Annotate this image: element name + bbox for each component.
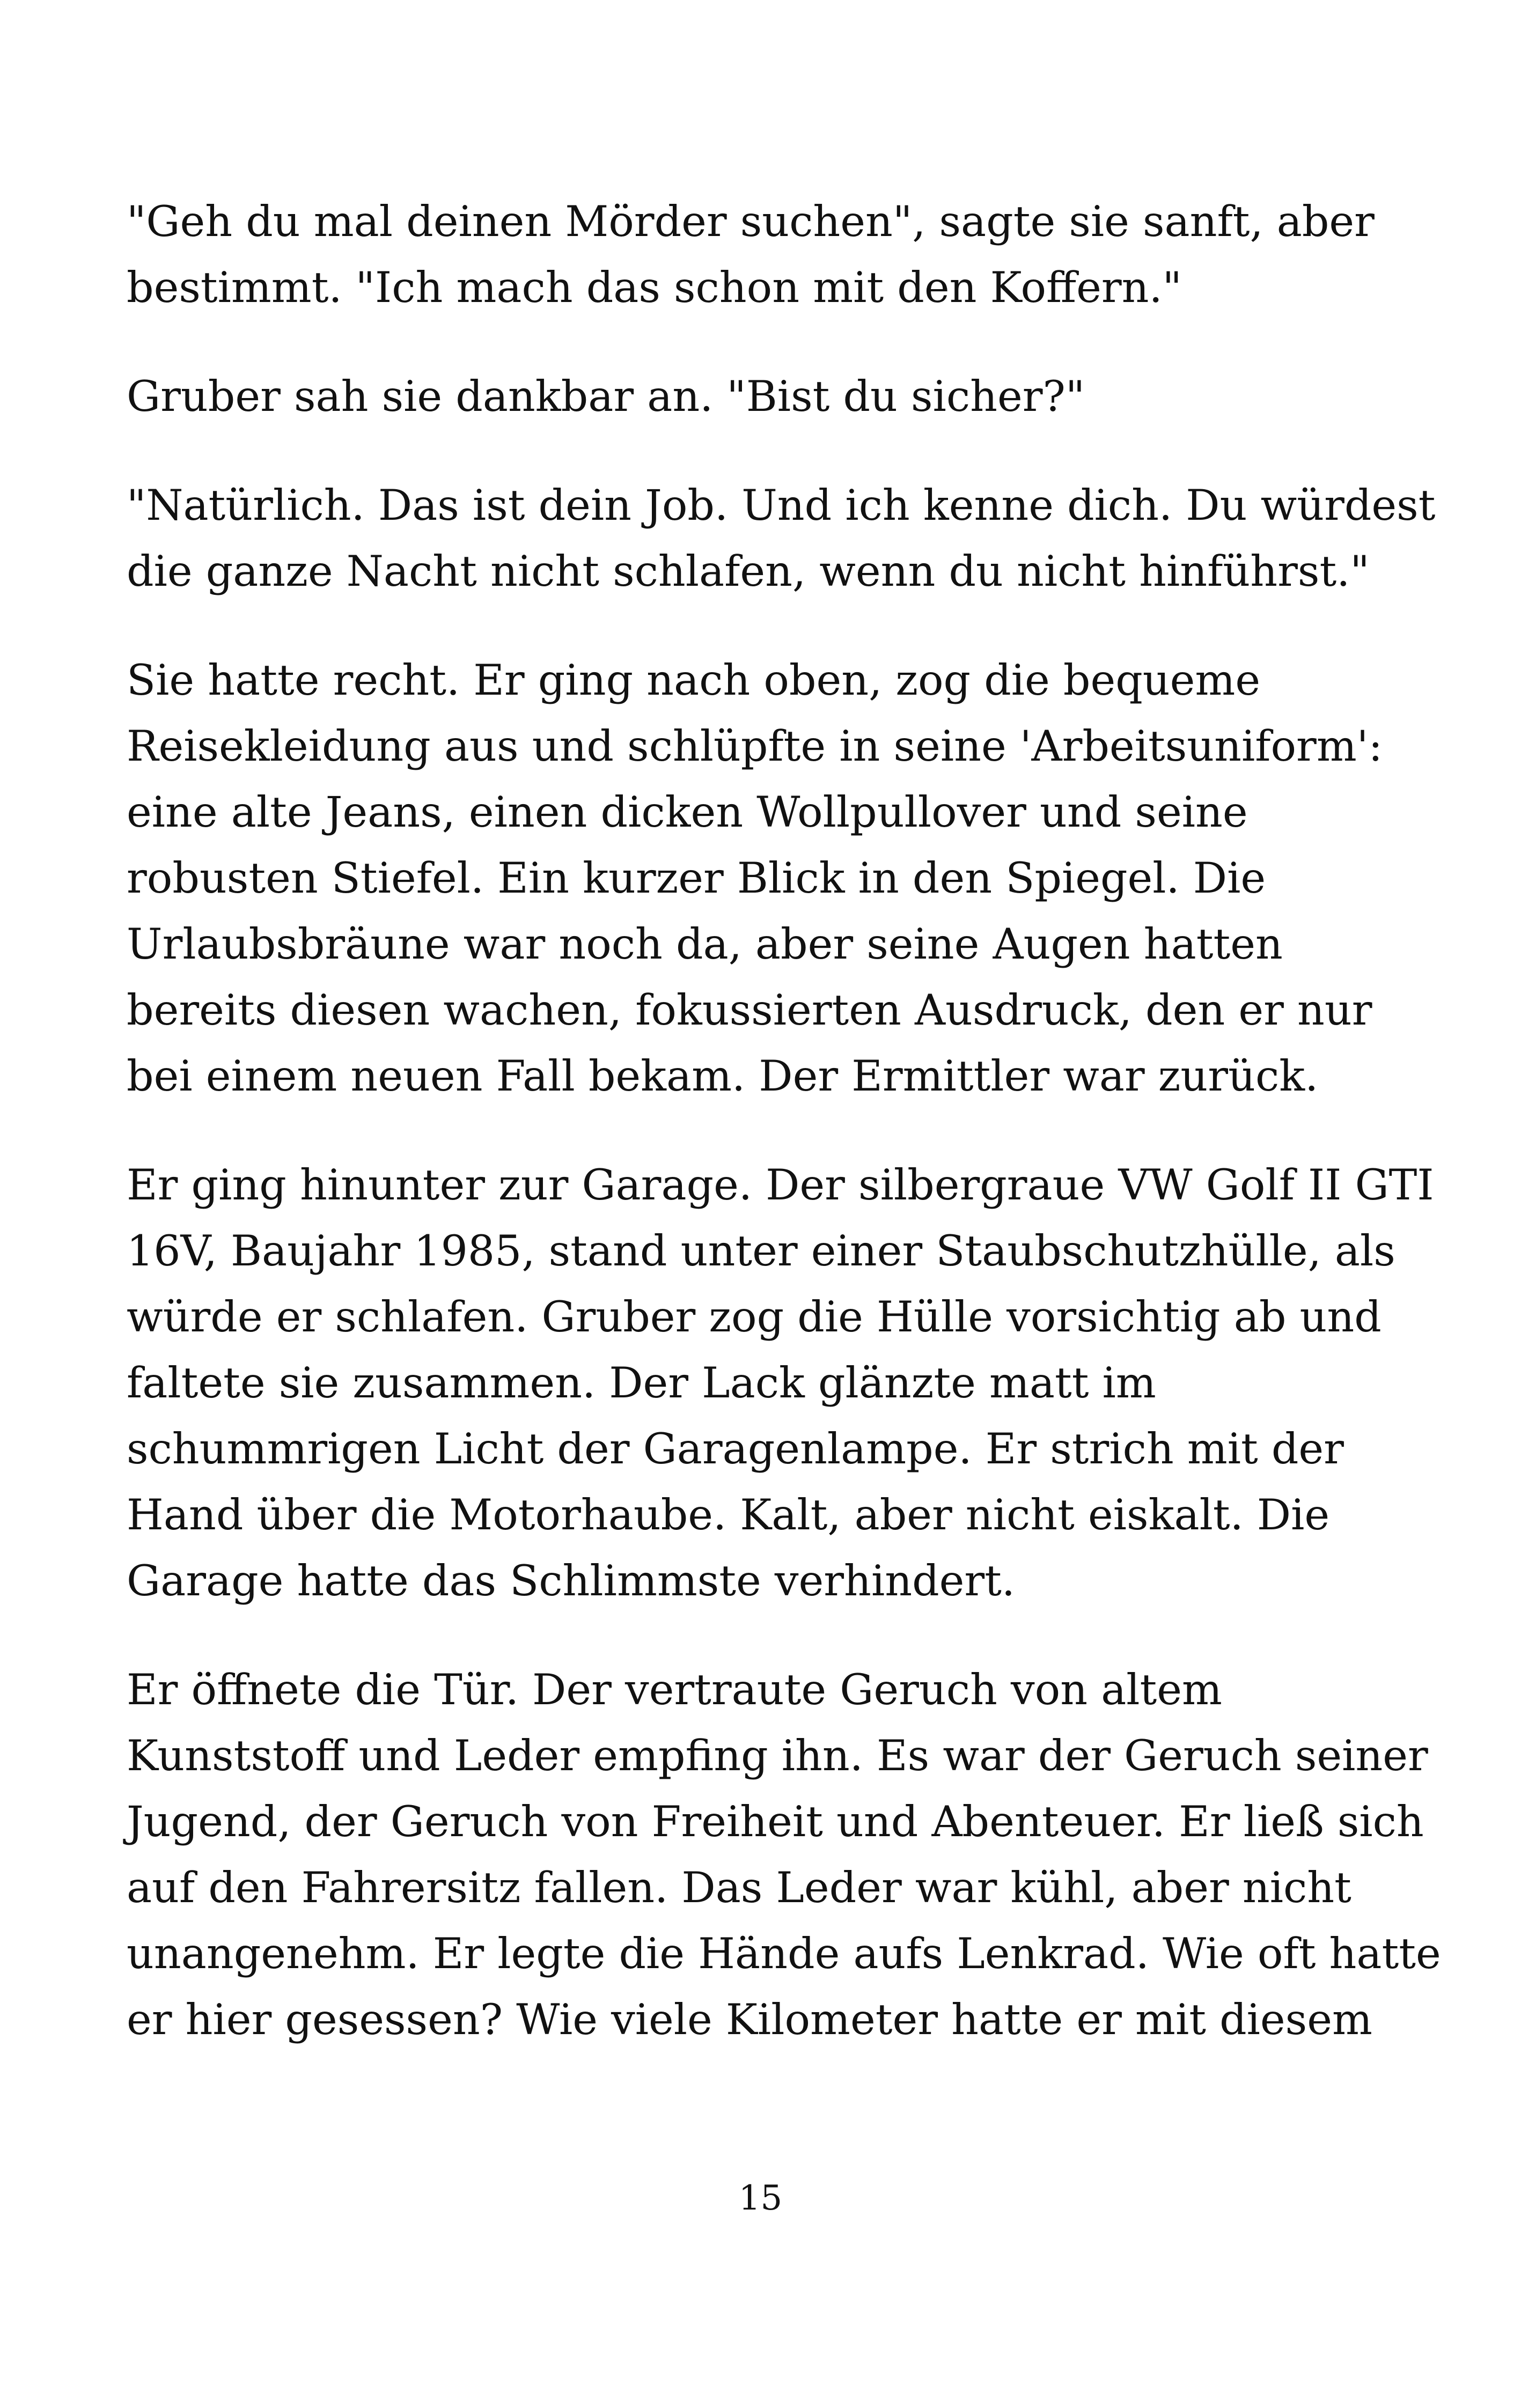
text-line: Hand über die Motorhaube. Kalt, aber nicht eiskalt. Die — [127, 1490, 1330, 1540]
page-number: 15 — [738, 2178, 783, 2218]
paragraph — [127, 189, 1404, 321]
text-line: eine alte Jeans, einen dicken Wollpullover und seine — [127, 787, 1248, 837]
text-line: Jugend, der Geruch von Freiheit und Abenteuer. Er ließ sich — [127, 1797, 1424, 1846]
text-line: Gruber sah sie dankbar an. "Bist du sicher?" — [127, 372, 1085, 421]
text-line: "Geh du mal deinen Mörder suchen", sagte sie sanft, aber — [127, 197, 1375, 246]
text-line: Urlaubsbräune war noch da, aber seine Augen hatten — [127, 919, 1283, 969]
text-line: Garage hatte das Schlimmste verhindert. — [127, 1556, 1016, 1606]
text-line: Er ging hinunter zur Garage. Der silbergraue VW Golf II GTI — [127, 1160, 1434, 1210]
paragraph — [127, 1152, 1434, 1614]
text-line: er hier gesessen? Wie viele Kilometer hatte er mit diesem — [127, 1995, 1372, 2044]
text-line: bereits diesen wachen, fokussierten Ausdruck, den er nur — [127, 985, 1372, 1035]
text-line: "Natürlich. Das ist dein Job. Und ich kenne dich. Du würdest — [127, 481, 1436, 530]
text-line: Reisekleidung aus und schlüpfte in seine 'Arbeitsuniform': — [127, 721, 1383, 771]
text-line: Sie hatte recht. Er ging nach oben, zog die bequeme — [127, 656, 1261, 705]
text-line: faltete sie zusammen. Der Lack glänzte matt im — [127, 1358, 1156, 1408]
text-line: die ganze Nacht nicht schlafen, wenn du nicht hinführst." — [127, 547, 1370, 596]
body-text — [127, 189, 1441, 2096]
text-line: würde er schlafen. Gruber zog die Hülle vorsichtig ab und — [127, 1292, 1382, 1342]
text-line: Er öffnete die Tür. Der vertraute Geruch von altem — [127, 1665, 1222, 1714]
text-line: bestimmt. "Ich mach das schon mit den Koffern." — [127, 263, 1182, 312]
paragraph — [127, 473, 1436, 605]
text-line: auf den Fahrersitz fallen. Das Leder war kühl, aber nicht — [127, 1863, 1351, 1912]
text-line: schummrigen Licht der Garagenlampe. Er strich mit der — [127, 1424, 1344, 1474]
paragraph — [127, 1657, 1441, 2053]
text-line: Kunststoff und Leder empfing ihn. Es war der Geruch seiner — [127, 1731, 1428, 1780]
paragraph — [127, 647, 1404, 1109]
text-line: robusten Stiefel. Ein kurzer Blick in den Spiegel. Die — [127, 853, 1266, 903]
paragraph — [127, 364, 1404, 430]
text-line: unangenehm. Er legte die Hände aufs Lenkrad. Wie oft hatte — [127, 1929, 1441, 1978]
text-line: bei einem neuen Fall bekam. Der Ermittler war zurück. — [127, 1051, 1319, 1101]
text-line: 16V, Baujahr 1985, stand unter einer Staubschutzhülle, als — [127, 1226, 1395, 1276]
